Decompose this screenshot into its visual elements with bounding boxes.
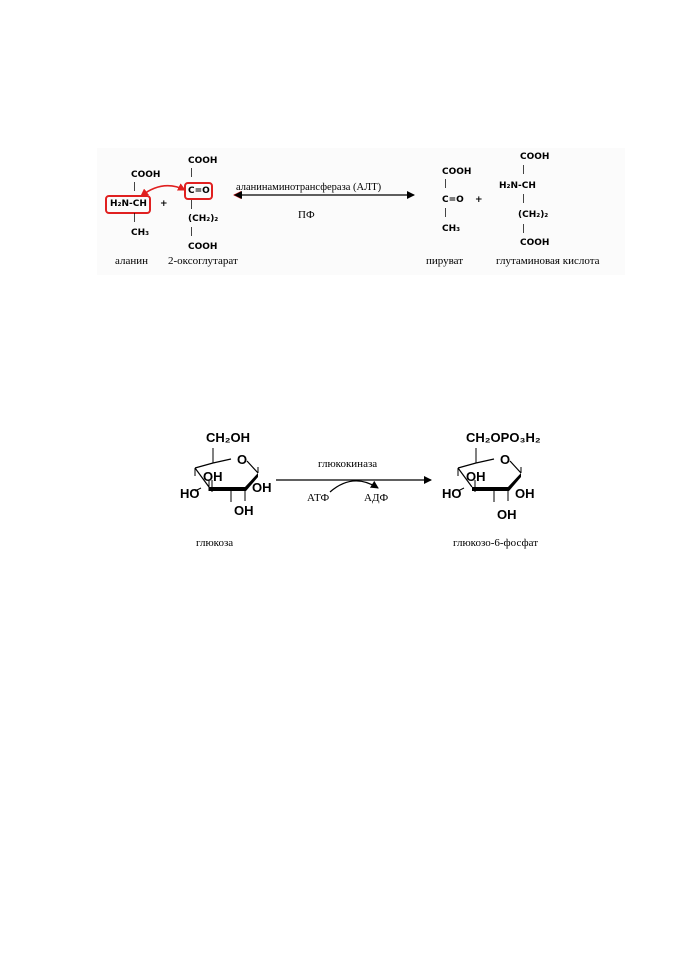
g6p-phosphate-group: CH₂OPO₃H₂ xyxy=(466,430,541,445)
atp-label: АТФ xyxy=(307,492,330,504)
pyruvate-bond-top: | xyxy=(444,179,448,189)
glutamate-bond-1: | xyxy=(522,165,526,175)
oxoglutarate-cooh-bottom: COOH xyxy=(188,242,218,252)
glucose-oh-4: OH xyxy=(203,469,223,484)
glutamate-bond-2: | xyxy=(522,194,526,204)
plus-sign-1: + xyxy=(160,199,168,209)
glutamate-ch2: (CH₂)₂ xyxy=(518,210,549,220)
alanine-amine-group: H₂N-CH xyxy=(110,199,147,209)
oxoglutarate-ch2: (CH₂)₂ xyxy=(188,214,219,224)
pyruvate-name: пируват xyxy=(426,255,464,267)
pf-cofactor-label: ПФ xyxy=(298,209,315,221)
glucose-ch2oh: CH₂OH xyxy=(206,430,251,445)
glucokinase-label: глюкокиназа xyxy=(318,458,378,470)
glutamate-amine: H₂N-CH xyxy=(499,181,536,191)
pyruvate-bond-bottom: | xyxy=(444,208,448,218)
g6p-name: глюкозо-6-фосфат xyxy=(453,537,539,549)
oxoglutarate-keto-group: C=O xyxy=(188,186,210,196)
amino-transfer-arrow xyxy=(141,186,185,196)
oxoglutarate-bond-1: | xyxy=(190,168,194,178)
pyruvate-keto: C=O xyxy=(442,195,464,205)
glucose-oh-2: OH xyxy=(234,503,254,518)
oxoglutarate-bond-3: | xyxy=(190,227,194,237)
g6p-oh-1: OH xyxy=(515,486,535,501)
oxoglutarate-cooh-top: COOH xyxy=(188,156,218,166)
g6p-oh-4: OH xyxy=(466,469,486,484)
pyruvate-cooh: COOH xyxy=(442,167,472,177)
glucose-ho-3: HO xyxy=(180,486,200,501)
alanine-ch3: CH₃ xyxy=(131,228,150,238)
plus-sign-2: + xyxy=(475,195,483,205)
alanine-bond-top: | xyxy=(133,182,137,192)
glucose-name: глюкоза xyxy=(196,537,234,549)
oxoglutarate-name: 2-оксоглутарат xyxy=(168,255,238,267)
alanine-cooh: COOH xyxy=(131,170,161,180)
glutamate-cooh-top: COOH xyxy=(520,152,550,162)
adp-label: АДФ xyxy=(364,492,389,504)
alt-enzyme-label: аланинаминотрансфераза (АЛТ) xyxy=(236,182,382,193)
alanine-bond-bottom: | xyxy=(133,213,137,223)
glucose-oh-1: OH xyxy=(252,480,272,495)
g6p-ho-3: HO xyxy=(442,486,462,501)
glutamate-name: глутаминовая кислота xyxy=(496,255,600,267)
g6p-ring-oxygen: O xyxy=(500,452,511,467)
pyruvate-ch3: CH₃ xyxy=(442,224,461,234)
glucose-ring-oxygen: O xyxy=(237,452,248,467)
alanine-name: аланин xyxy=(115,255,149,267)
oxoglutarate-bond-2: | xyxy=(190,200,194,210)
glutamate-cooh-bottom: COOH xyxy=(520,238,550,248)
atp-adp-curve xyxy=(330,481,378,492)
glutamate-bond-3: | xyxy=(522,224,526,234)
g6p-oh-2: OH xyxy=(497,507,517,522)
